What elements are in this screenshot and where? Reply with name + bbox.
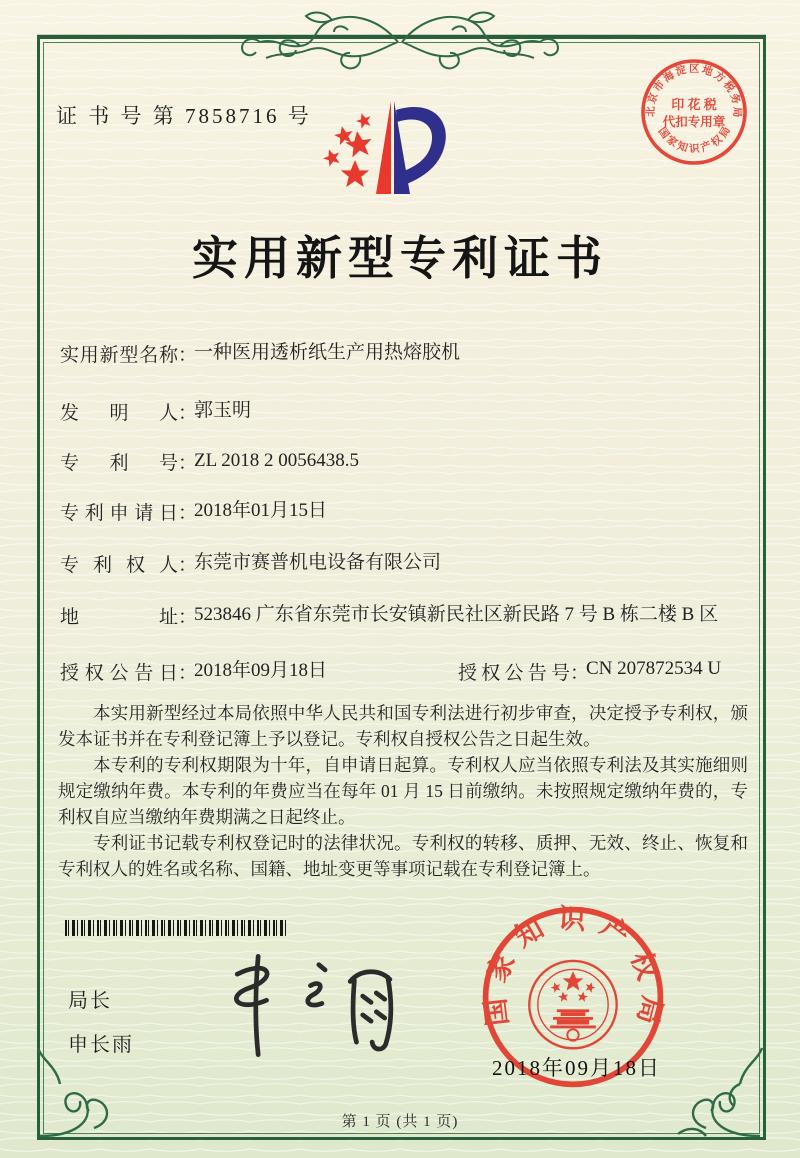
official-title: 局长 <box>68 990 112 1012</box>
logo-star-icon <box>341 160 370 187</box>
official-name: 申长雨 <box>68 1034 134 1056</box>
field-colon: ： <box>178 503 198 524</box>
field-colon: ： <box>178 453 198 474</box>
barcode <box>65 920 287 936</box>
field-colon: ： <box>178 607 198 628</box>
field-label: 专利号 <box>60 453 178 474</box>
tax-stamp-arc-top-text: 北京市海淀区地方税务局 <box>645 63 743 120</box>
field-colon: ： <box>570 663 590 684</box>
field-label: 专利权人 <box>60 555 178 576</box>
field-row-patentee <box>60 550 441 577</box>
field-row-address <box>60 602 718 629</box>
certificate-number: 证 书 号 第 7858716 号 <box>56 104 312 128</box>
tax-stamp-arc-bottom-text: 国家知识产权局 <box>655 123 735 156</box>
tax-stamp-center-line1: 印 花 税 <box>671 97 717 112</box>
field-label: 专利申请日 <box>60 503 178 524</box>
field-label: 发明人 <box>60 403 178 424</box>
body-paragraph-3: 专利证书记载专利权登记时的法律状况。专利权的转移、质押、无效、终止、恢复和专利权人的姓名或名称、国籍、地址变更等事项记载在专利登记簿上。 <box>58 833 748 879</box>
official-block <box>68 984 134 1057</box>
field-colon: ： <box>178 345 198 366</box>
field-row-application-date <box>60 498 327 525</box>
page-title: 实用新型专利证书 <box>192 233 608 284</box>
field-row-grant-date <box>60 658 760 685</box>
seal-date: 2018年09月18日 <box>492 1056 661 1080</box>
field-value: 2018年09月18日 <box>194 660 328 681</box>
field-value: ZL 2018 2 0056438.5 <box>194 450 360 471</box>
body-paragraph-2: 本专利的专利权期限为十年，自申请日起算。专利权人应当依照专利法及其实施细则规定缴纳年费。本专利的年费应当在每年 01 月 15 日前缴纳。未按照规定缴纳年费的，专利权自应当缴纳年费期满之日起终止。 <box>58 755 748 827</box>
field-colon: ： <box>178 663 198 684</box>
grant-number-label: 授权公告号 <box>458 663 570 684</box>
grant-number-group <box>458 658 721 685</box>
field-value: 523846 广东省东莞市长安镇新民社区新民路 7 号 B 栋二楼 B 区 <box>194 604 719 625</box>
logo-star-icon <box>322 147 343 168</box>
field-value: 一种医用透析纸生产用热熔胶机 <box>194 342 461 363</box>
field-label: 地址 <box>60 607 178 628</box>
seal-arc-text: 国家知识产权局 <box>478 902 668 1040</box>
commissioner-signature <box>195 948 405 1063</box>
national-emblem-icon <box>529 961 616 1048</box>
field-colon: ： <box>178 555 198 576</box>
tax-stamp-center-line2: 代扣专用章 <box>662 115 726 129</box>
field-value: 东莞市赛普机电设备有限公司 <box>194 552 442 573</box>
certificate-body-text <box>58 700 748 882</box>
grant-number-value: CN 207872534 U <box>586 658 722 679</box>
cnipa-logo <box>322 98 458 200</box>
field-row-inventor <box>60 398 251 425</box>
logo-p-bowl <box>396 107 446 188</box>
field-label: 授权公告日 <box>60 663 178 684</box>
field-colon: ： <box>178 403 198 424</box>
field-value: 郭玉明 <box>194 400 252 421</box>
field-label: 实用新型名称 <box>60 345 178 366</box>
body-paragraph-1: 本实用新型经过本局依照中华人民共和国专利法进行初步审查，决定授予专利权，颁发本证书并在专利登记簿上予以登记。专利权自授权公告之日起生效。 <box>58 703 748 749</box>
tax-stamp-seal <box>634 52 754 172</box>
field-value: 2018年01月15日 <box>194 500 328 521</box>
page-footer: 第 1 页 (共 1 页) <box>341 1114 459 1130</box>
logo-star-icon <box>354 111 373 129</box>
field-row-name <box>60 340 460 367</box>
field-row-patent-number <box>60 448 359 475</box>
logo-spike-red <box>376 101 391 194</box>
